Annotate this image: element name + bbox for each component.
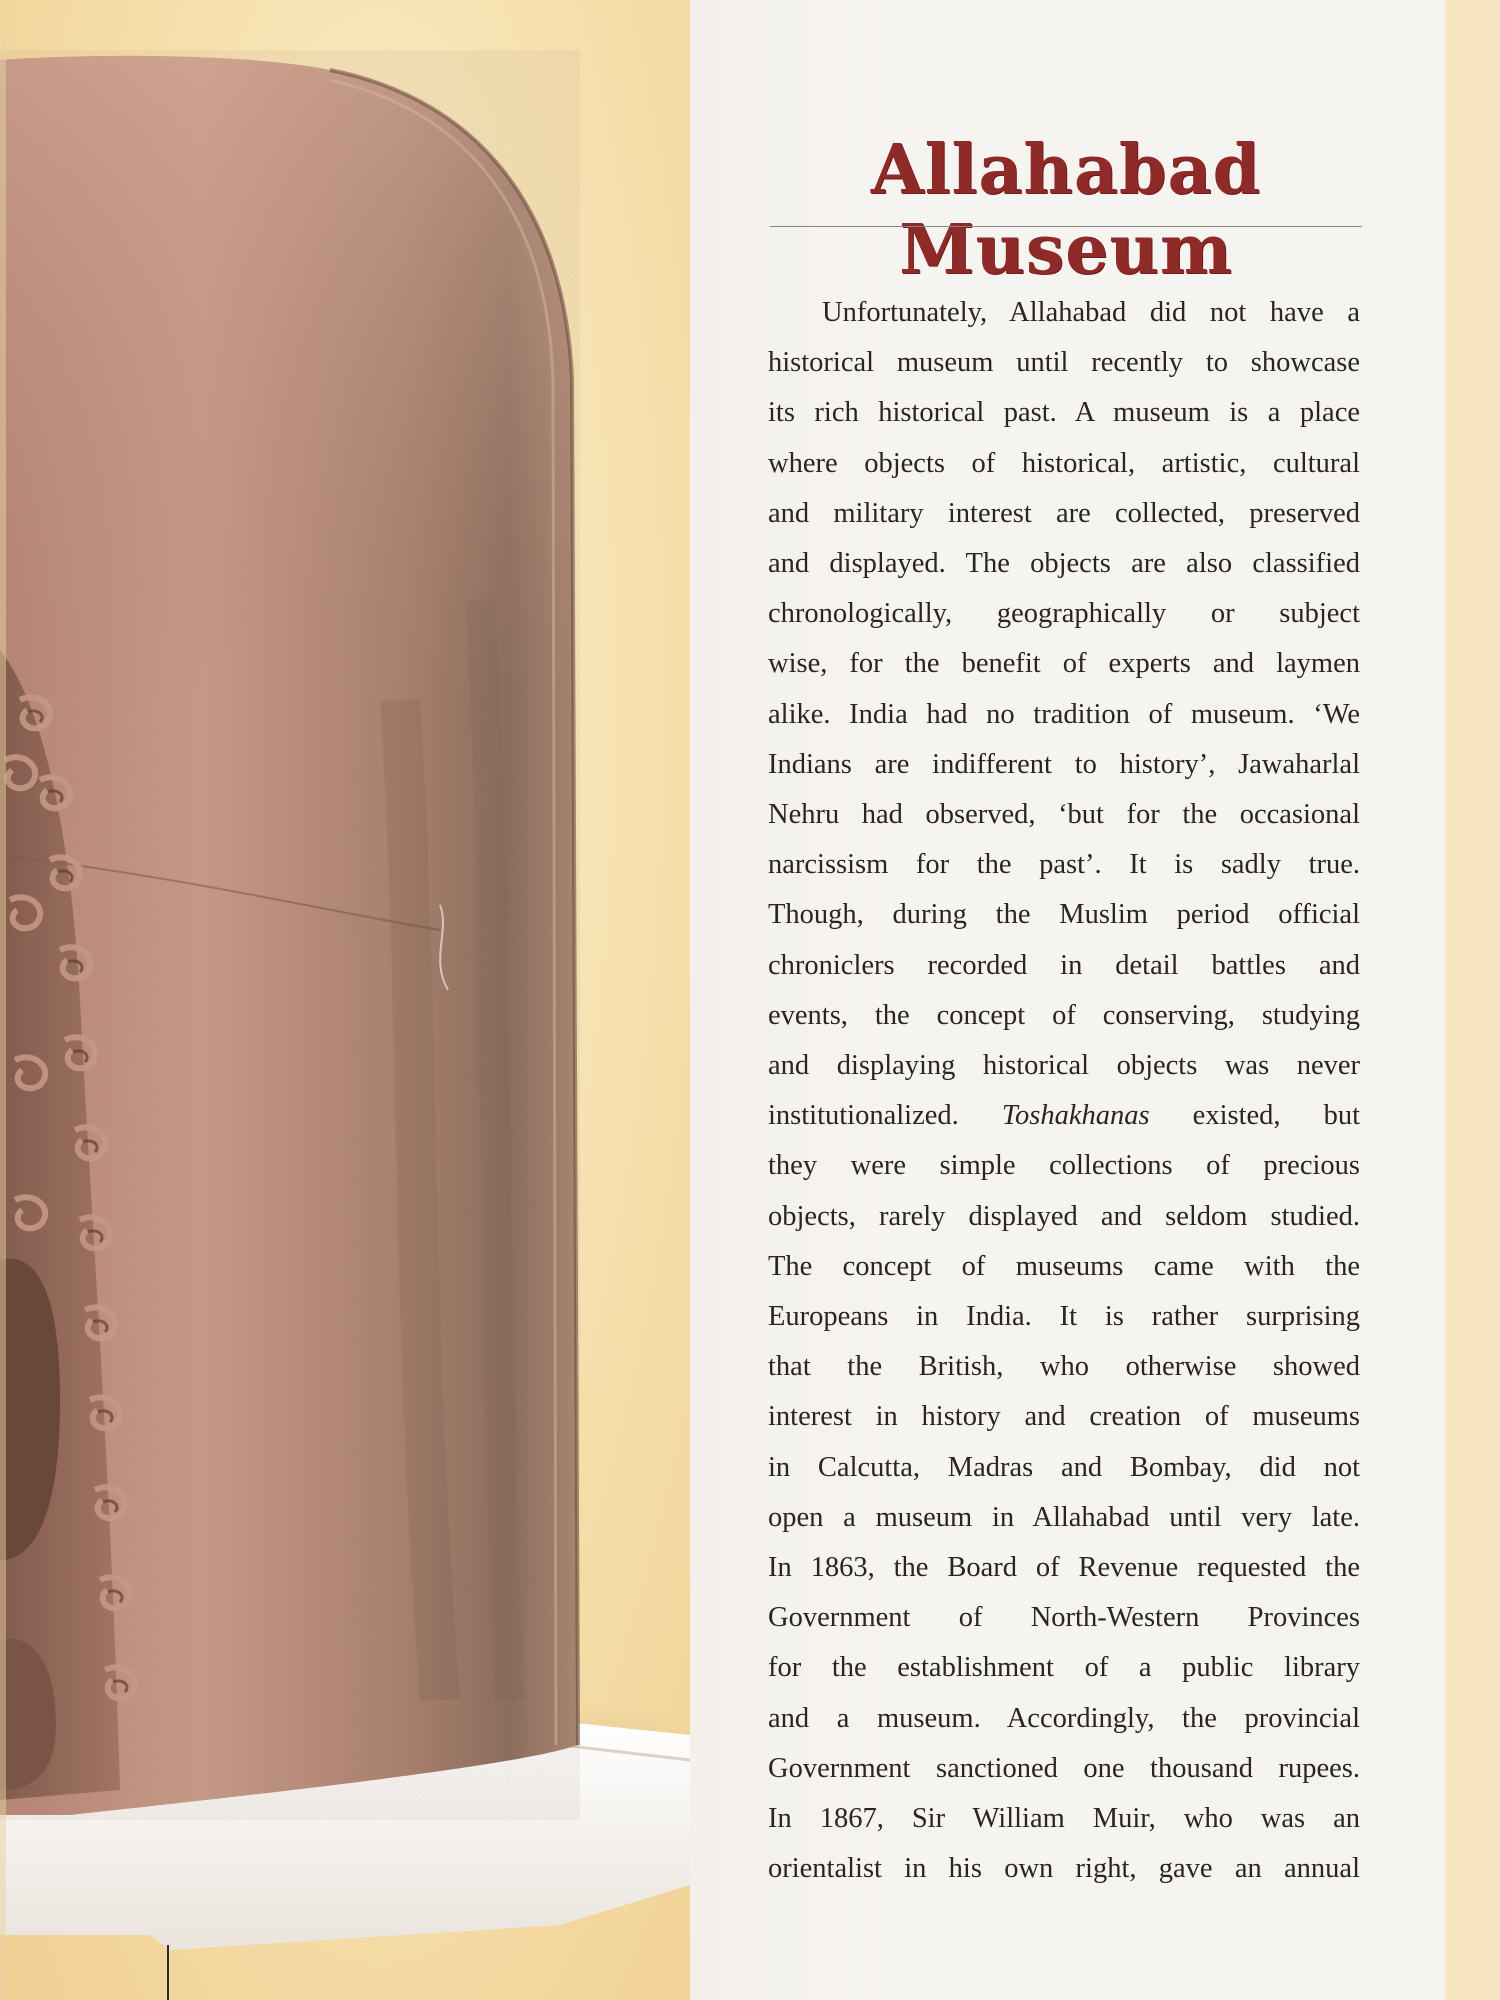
text-line: Government of North-Western Provinces — [768, 1602, 1360, 1634]
text-line: its rich historical past. A museum is a place — [768, 397, 1360, 429]
text-line: The concept of museums came with the — [768, 1250, 1360, 1282]
text-line: Government sanctioned one thousand rupees. — [768, 1752, 1360, 1784]
text-line: historical museum until recently to showcase — [768, 347, 1360, 379]
text-line: narcissism for the past’. It is sadly true. — [768, 849, 1360, 881]
stele-image — [0, 0, 690, 2000]
text-line: objects, rarely displayed and seldom studied. — [768, 1200, 1360, 1232]
text-line: open a museum in Allahabad until very late. — [768, 1501, 1360, 1533]
text-line: that the British, who otherwise showed — [768, 1351, 1360, 1383]
page-title: Allahabad Museum — [870, 130, 1262, 290]
text-fragment: institutionalized. — [768, 1100, 1002, 1132]
italic-term: Toshakhanas — [1001, 1100, 1150, 1132]
text-line: and displaying historical objects was never — [768, 1050, 1360, 1082]
text-line: chronologically, geographically or subject — [768, 598, 1360, 630]
text-line: Nehru had observed, ‘but for the occasional — [768, 799, 1360, 831]
text-line: in Calcutta, Madras and Bombay, did not — [768, 1451, 1360, 1483]
text-line: for the establishment of a public library — [768, 1652, 1360, 1684]
text-line: Europeans in India. It is rather surprising — [768, 1301, 1360, 1333]
text-line: Though, during the Muslim period official — [768, 899, 1360, 931]
text-line: Indians are indifferent to history’, Jawaharlal — [768, 748, 1360, 780]
text-line: where objects of historical, artistic, cultural — [768, 447, 1360, 479]
sculpture-photo — [0, 0, 690, 2000]
text-line: chroniclers recorded in detail battles and — [768, 949, 1360, 981]
text-line: alike. India had no tradition of museum. ‘We — [768, 698, 1360, 730]
text-line: they were simple collections of precious — [768, 1150, 1360, 1182]
text-line: Unfortunately, Allahabad did not have a — [822, 297, 1360, 328]
text-line: orientalist in his own right, gave an annual — [768, 1853, 1360, 1885]
text-line: and military interest are collected, preserved — [768, 497, 1360, 529]
text-line: and a museum. Accordingly, the provincial — [768, 1702, 1360, 1734]
text-line: and displayed. The objects are also classified — [768, 548, 1360, 580]
text-line: events, the concept of conserving, studying — [768, 999, 1360, 1031]
text-fragment: existed, but — [1149, 1100, 1360, 1132]
text-line: interest in history and creation of museums — [768, 1401, 1360, 1433]
page-edge — [1445, 0, 1500, 2000]
body-paragraph — [768, 288, 1360, 1895]
text-line-toshakhanas — [768, 1091, 1360, 1141]
text-line: In 1863, the Board of Revenue requested the — [768, 1552, 1360, 1584]
text-line: wise, for the benefit of experts and laymen — [768, 648, 1360, 680]
title-divider — [770, 226, 1362, 227]
text-line: In 1867, Sir William Muir, who was an — [768, 1803, 1360, 1835]
